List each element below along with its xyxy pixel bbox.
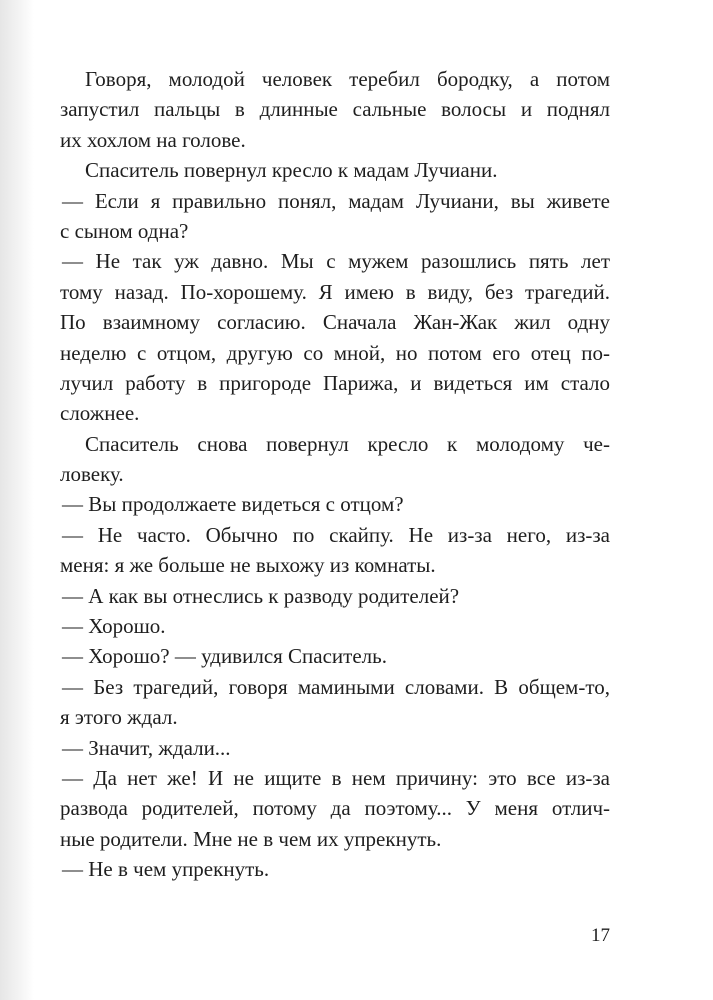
text-line: — Без трагедий, говоря мамиными словами. В общем-то, — [62, 674, 610, 699]
text-line: Спаситель повернул кресло к мадам Лучиани. — [85, 158, 498, 183]
text-line: меня: я же больше не выхожу из комнаты. — [60, 553, 436, 578]
text-line: — Если я правильно понял, мадам Лучиани, вы живете — [62, 188, 610, 213]
text-line: — А как вы отнеслись к разводу родителей? — [62, 583, 460, 608]
text-line: неделю с отцом, другую со мной, но потом его отец по- — [60, 340, 610, 365]
text-line: — Вы продолжаете видеться с отцом? — [62, 492, 404, 517]
text-line: запустил пальцы в длинные сальные волосы и поднял — [60, 97, 610, 122]
text-line: — Да нет же! И не ищите в нем причину: это все из-за — [62, 765, 610, 790]
text-line: лучил работу в пригороде Парижа, и видеться им стало — [60, 370, 610, 395]
text-line: тому назад. По-хорошему. Я имею в виду, без трагедий. — [60, 279, 610, 304]
text-line: — Значит, ждали... — [62, 735, 231, 760]
text-line: Спаситель снова повернул кресло к молодому че- — [85, 431, 610, 456]
text-line: По взаимному согласию. Сначала Жан-Жак жил одну — [60, 310, 610, 335]
text-line: ные родители. Мне не в чем их упрекнуть. — [60, 826, 442, 851]
text-line: их хохлом на голове. — [60, 127, 246, 152]
text-line: с сыном одна? — [60, 218, 189, 243]
page-gutter-shadow — [0, 0, 34, 1000]
text-line: — Хорошо. — [62, 614, 166, 639]
text-line: ловеку. — [60, 462, 124, 487]
text-line: — Не часто. Обычно по скайпу. Не из-за него, из-за — [62, 522, 610, 547]
text-line: — Хорошо? — удивился Спаситель. — [62, 644, 387, 669]
page-number: 17 — [591, 925, 610, 946]
text-line: сложнее. — [60, 401, 140, 426]
text-line: — Не так уж давно. Мы с мужем разошлись пять лет — [62, 249, 610, 274]
text-line: — Не в чем упрекнуть. — [62, 857, 270, 882]
body-text — [60, 64, 610, 885]
text-line: я этого ждал. — [60, 705, 178, 730]
text-line: развода родителей, потому да поэтому... У меня отлич- — [60, 796, 610, 821]
text-line: Говоря, молодой человек теребил бородку, а потом — [85, 67, 610, 91]
